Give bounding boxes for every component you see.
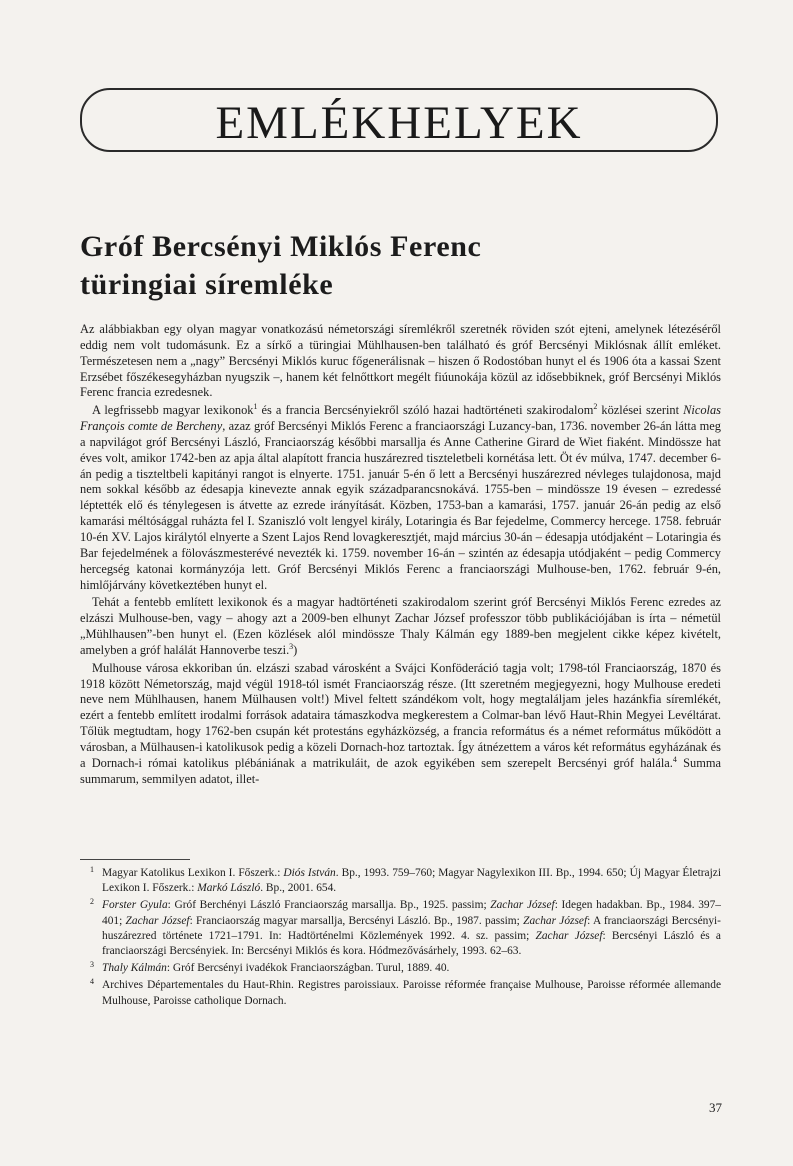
footnote-author: Zachar József <box>523 914 588 927</box>
article-title-line-2: türingiai síremléke <box>80 268 334 301</box>
paragraph-2-italic-name: Nicolas François comte de Bercheny <box>80 403 721 434</box>
footnote-text: . Bp., 2001. 654. <box>260 882 337 895</box>
footnote-text: Magyar Katolikus Lexikon I. Főszerk.: <box>102 867 284 879</box>
paragraph-3 <box>80 595 721 658</box>
paragraph-2 <box>80 403 721 593</box>
footnote-text: : Bercsényi László és a franciaországi Bercsényiek. In: Bercsényi Miklós és kora. Hódmezővásárhely, 1993. 62–63. <box>102 929 721 958</box>
footnote-ref-4: 4 <box>672 754 677 764</box>
footnote-author: Zachar József <box>490 899 555 912</box>
footnote-number: 2 <box>90 897 94 907</box>
footnote-text: : Franciaország magyar marsallja, Bercsényi László. Bp., 1987. passim; <box>189 914 524 927</box>
paragraph-2-text-a: A legfrissebb magyar lexikonok <box>92 403 254 418</box>
paragraph-4-text-b: Summa summarum, semmilyen adatot, illet- <box>80 755 721 786</box>
footnote-author: Zachar József <box>535 929 603 942</box>
article-body <box>80 322 721 789</box>
footnote-author: Thaly Kálmán <box>102 962 167 975</box>
footnote-text: : Gróf Berchényi László Franciaország marsallja. Bp., 1925. passim; <box>167 899 491 912</box>
paragraph-3-text-a: Tehát a fentebb említett lexikonok és a magyar hadtörténeti szakirodalom szerint gróf Bercsényi Miklós Ferenc ezredes az elzászi Mulhouse-ben, vagy – ahogy azt a 2009-ben elhunyt Zachar József professzor több publikációjában is írta – németül „Mühlhausen”-ben hunyt el. (Ezen közlések alól mindössze Thaly Kálmán egy 1889-ben megjelent cikke képez kivételt, amelyben a gróf halálát Hannoverbe teszi. <box>80 595 721 657</box>
footnote-author: Markó László <box>197 882 261 895</box>
footnote-text: Archives Départementales du Haut-Rhin. Registres paroissiaux. Paroisse réformée française Mulhouse, Paroisse réformée allemande Mulhouse, Paroisse catholique Dornach. <box>102 979 721 1007</box>
footnote-text: : Idegen hadakban. Bp., 1984. 397–401; <box>102 899 721 927</box>
paragraph-2-text-b: és a francia Bercsényiekről szóló hazai hadtörténeti szakirodalom <box>257 403 594 418</box>
footnotes <box>80 866 721 1011</box>
paragraph-3-text-b: ) <box>293 642 298 657</box>
footnote-4 <box>80 978 721 1008</box>
footnote-3 <box>80 961 721 976</box>
footnote-ref-3: 3 <box>289 641 294 651</box>
footnote-text: . Bp., 1993. 759–760; Magyar Nagylexikon III. Bp., 1994. 650; Új Magyar Életrajzi Lexikon I. Főszerk.: <box>102 867 721 895</box>
article-title-line-1: Gróf Bercsényi Miklós Ferenc <box>80 230 482 263</box>
page-number: 37 <box>709 1100 722 1115</box>
paragraph-1-text: Az alábbiakban egy olyan magyar vonatkozású németországi síremlékről szeretnék röviden szót ejteni, amelynek létezéséről eddig nem volt tudomásunk. Ez a sírkő a türingiai Mühlhausen-ben található és gróf Bercsényi Miklósnak állít emléket. Természetesen nem a „nagy” Bercsényi Miklós kuruc főgenerálisnak – hiszen ő Rodostóban hunyt el és 1906 óta a kassai Szent Erzsébet főszékesegyházban nyugszik –, hanem két felnőttkort megélt fiúunokája közül az idősebbiknek, gróf Bercsényi Miklós Ferenc francia ezredesnek. <box>80 322 721 400</box>
footnote-2 <box>80 898 721 959</box>
section-banner <box>80 88 718 152</box>
footnote-number: 3 <box>90 960 94 970</box>
section-banner-text: EMLÉKHELYEK <box>215 96 583 149</box>
footnote-author: Diós István <box>283 867 336 879</box>
footnote-1 <box>80 866 721 896</box>
paragraph-2-text-d: , azaz gróf Bercsényi Miklós Ferenc a franciaországi Luzancy-ban, 1736. november 26-án látta meg a napvilágot gróf Bercsényi László, Franciaország későbbi marsallja és Anne Catherine Girard de Wiet fiaként. Mindössze hat éves volt, amikor 1742-ben az apja által alapított francia huszárezred tiszteletbeli kornétása lett. Öt év múlva, 1747. december 6-án pedig a tiszteltbeli kapitányi rangot is elnyerte. 1751. január 5-én ő lett a Bercsényi huszárezred névleges tulajdonosa, majd nem sokkal később az édesapja kinevezte annak egyik századparancsnokává. 1755-ben – mindössze 19 évesen – ezredessé léptették elő és ténylegesen is átvette az ezrede irányítását. Közben, 1753-ban a kamarási, 1757. január 26-án pedig az első kamarási méltósággal ruházta fel I. Szaniszló volt lengyel király, Lotaringia és Bar fejedelme, Commercy hercege. 1758. február 10-én XV. Lajos királytól elnyerte a Szent Lajos Rend lovagkeresztjét, majd március 30-án – édesapja utódjaként – Lotaringia és Bar fejedelmének a fölovászmesterévé nevezték ki. 1759. november 16-án – szintén az édesapja utódjaként – pedig Commercy hercegség katonai kormányzója lett. Gróf Bercsényi Miklós Ferenc a franciaországi Mulhouse-ben, 1762. február 9-én, himlőjárvány következtében hunyt el. <box>80 419 721 592</box>
paragraph-4-text-a: Mulhouse városa ekkoriban ún. elzászi szabad városként a Svájci Konföderáció tagja volt; 1798-tól Franciaország, 1870 és 1918 között Németország, majd végül 1918-tól ismét Franciaország része. (Itt szeretném megjegyezni, hogy Mulhouse eredeti neve nem Mühlhausen, hanem Mülhausen volt!) Mivel feltett szándékom volt, hogy megtaláljam jeles hazánkfia síremlékét, ezért a fentebb említett irodalmi források adataira támaszkodva megkerestem a Colmar-ban lévő Haut-Rhin Megyei Levéltárat. Tőlük megtudtam, hogy 1762-ben csupán két protestáns egyházközség, a francia református és a német református működött a városban, a Mülhausen-i katolikusok pedig a közeli Dornach-hoz tartoztak. Így átnézettem a város két református egyházának és a Dornach-i római katolikus plébániának a matrikuláit, de azok egyikében sem szerepelt Bercsényi gróf halála. <box>80 660 721 770</box>
paragraph-2-text-c: közlései szerint <box>597 403 684 418</box>
footnote-text: : Gróf Bercsényi ivadékok Franciaországban. Turul, 1889. 40. <box>166 962 450 975</box>
article-title <box>80 228 720 304</box>
footnote-ref-1: 1 <box>253 402 258 412</box>
footnote-text: : A franciaországi Bercsényi-huszárezred története 1721–1791. In: Hadtörténelmi Közlemények 1992. 4. sz. passim; <box>102 914 721 942</box>
footnote-author: Forster Gyula <box>102 899 168 912</box>
footnote-number: 1 <box>90 865 94 874</box>
paragraph-1 <box>80 322 721 401</box>
paragraph-4 <box>80 661 721 788</box>
footnote-ref-2: 2 <box>593 402 598 412</box>
footnote-divider <box>80 859 190 860</box>
footnote-author: Zachar József <box>125 914 190 927</box>
footnote-number: 4 <box>90 977 94 987</box>
